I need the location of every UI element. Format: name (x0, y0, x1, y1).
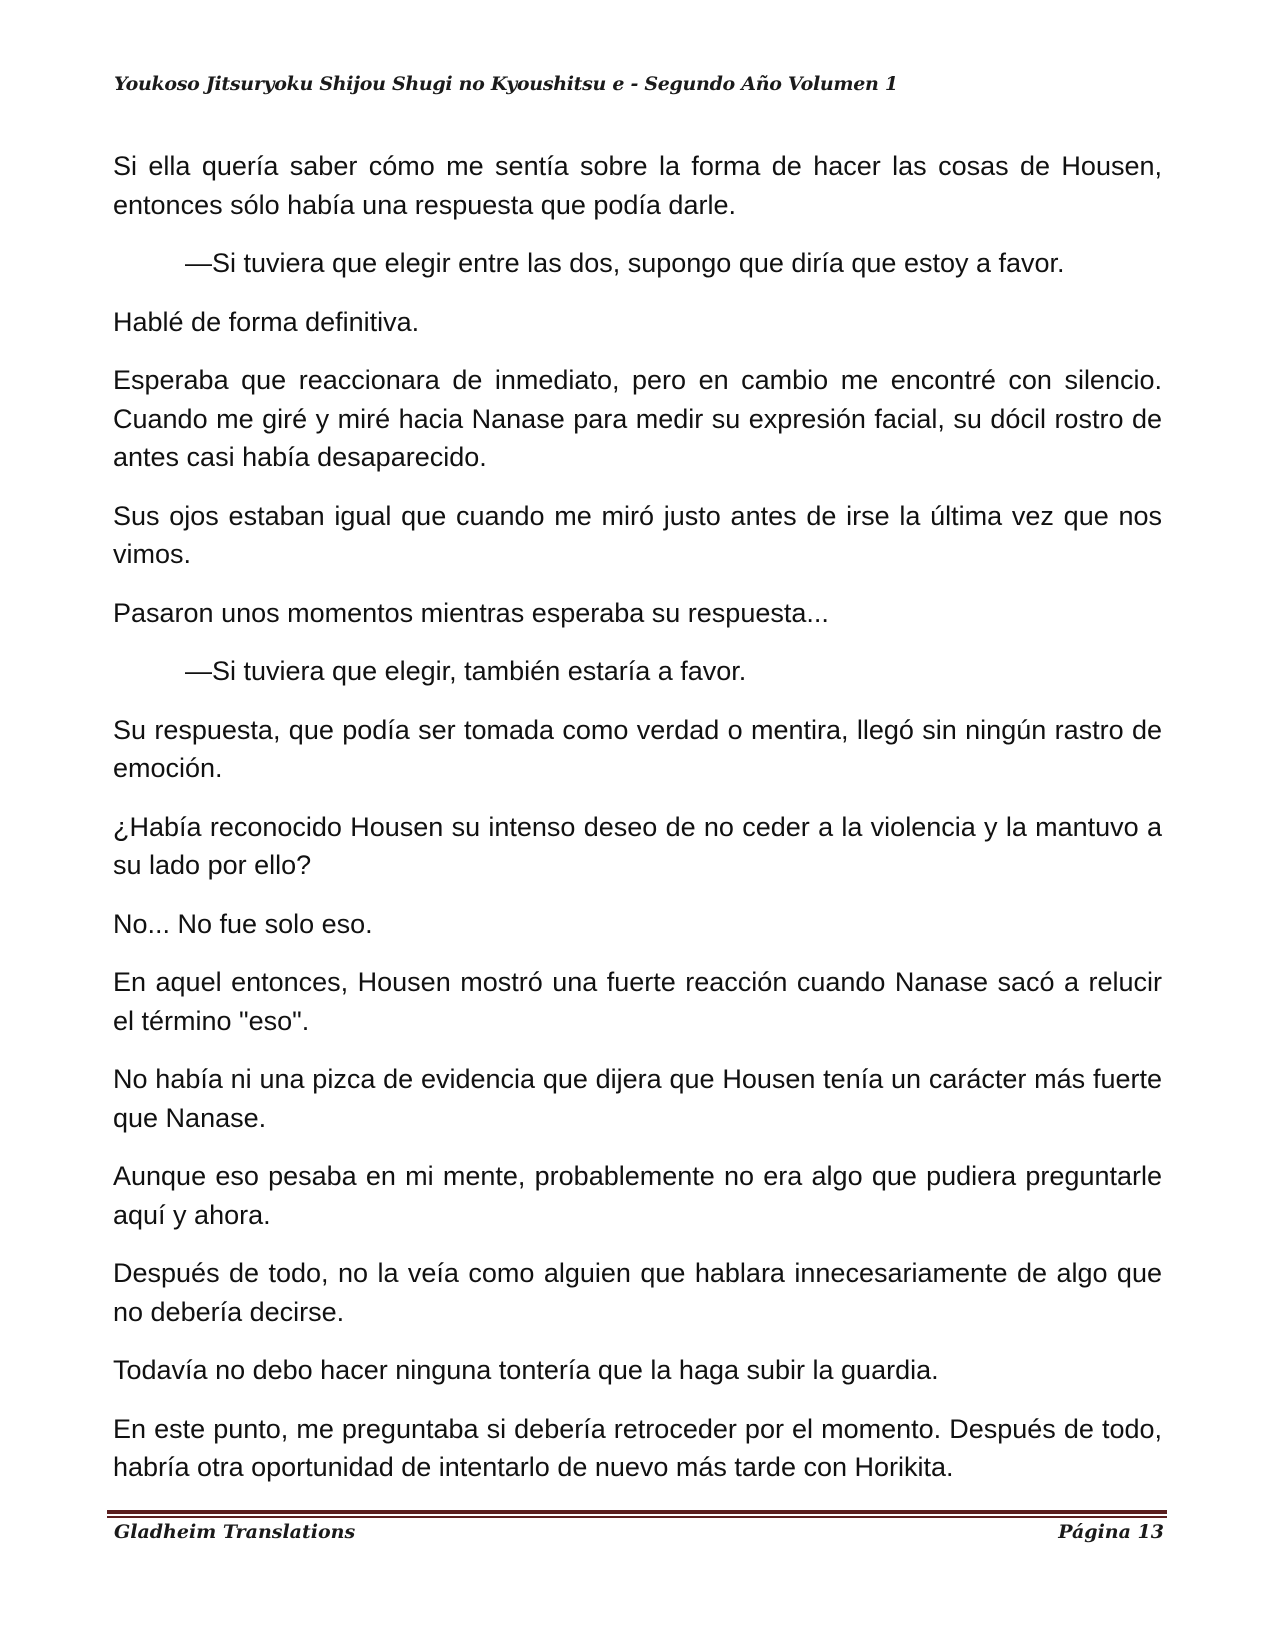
paragraph: No... No fue solo eso. (113, 908, 373, 939)
footer-page-number: Página 13 (1058, 1521, 1164, 1543)
footer-translator-credit: Gladheim Translations (114, 1521, 356, 1543)
body-text (113, 147, 1162, 1487)
paragraph: En aquel entonces, Housen mostró una fuerte reacción cuando Nanase sacó a relucir el término "eso". (113, 967, 1162, 1036)
paragraph: En este punto, me preguntaba si debería retroceder por el momento. Después de todo, habría otra oportunidad de intentarlo de nuevo más tarde con Horikita. (113, 1413, 1162, 1482)
paragraph: Sus ojos estaban igual que cuando me miró justo antes de irse la última vez que nos vimos. (113, 500, 1162, 569)
paragraph: Esperaba que reaccionara de inmediato, pero en cambio me encontré con silencio. Cuando me giré y miré hacia Nanase para medir su expresión facial, su dócil rostro de antes casi había desaparecido. (113, 365, 1162, 472)
paragraph: Si ella quería saber cómo me sentía sobre la forma de hacer las cosas de Housen, entonces sólo había una respuesta que podía darle. (113, 151, 1162, 220)
paragraph: No había ni una pizca de evidencia que dijera que Housen tenía un carácter más fuerte que Nanase. (113, 1064, 1162, 1133)
paragraph: Todavía no debo hacer ninguna tontería que la haga subir la guardia. (113, 1355, 939, 1385)
dialogue-line: —Si tuviera que elegir entre las dos, supongo que diría que estoy a favor. (185, 248, 1065, 278)
footer-divider (107, 1510, 1167, 1519)
paragraph: Hablé de forma definitiva. (113, 306, 420, 337)
paragraph: Después de todo, no la veía como alguien que hablara innecesariamente de algo que no debería decirse. (113, 1258, 1162, 1327)
paragraph: ¿Había reconocido Housen su intenso deseo de no ceder a la violencia y la mantuvo a su lado por ello? (113, 811, 1162, 880)
paragraph: Aunque eso pesaba en mi mente, probablemente no era algo que pudiera preguntarle aquí y ahora. (113, 1161, 1162, 1230)
footer-divider-thin-line (107, 1516, 1167, 1518)
paragraph: Su respuesta, que podía ser tomada como verdad o mentira, llegó sin ningún rastro de emoción. (113, 714, 1162, 783)
running-header-title: Youkoso Jitsuryoku Shijou Shugi no Kyoushitsu e - Segundo Año Volumen 1 (114, 73, 898, 95)
dialogue-line: —Si tuviera que elegir, también estaría a favor. (185, 656, 747, 686)
footer-divider-thick-line (107, 1510, 1167, 1514)
paragraph: Pasaron unos momentos mientras esperaba su respuesta... (113, 597, 829, 628)
